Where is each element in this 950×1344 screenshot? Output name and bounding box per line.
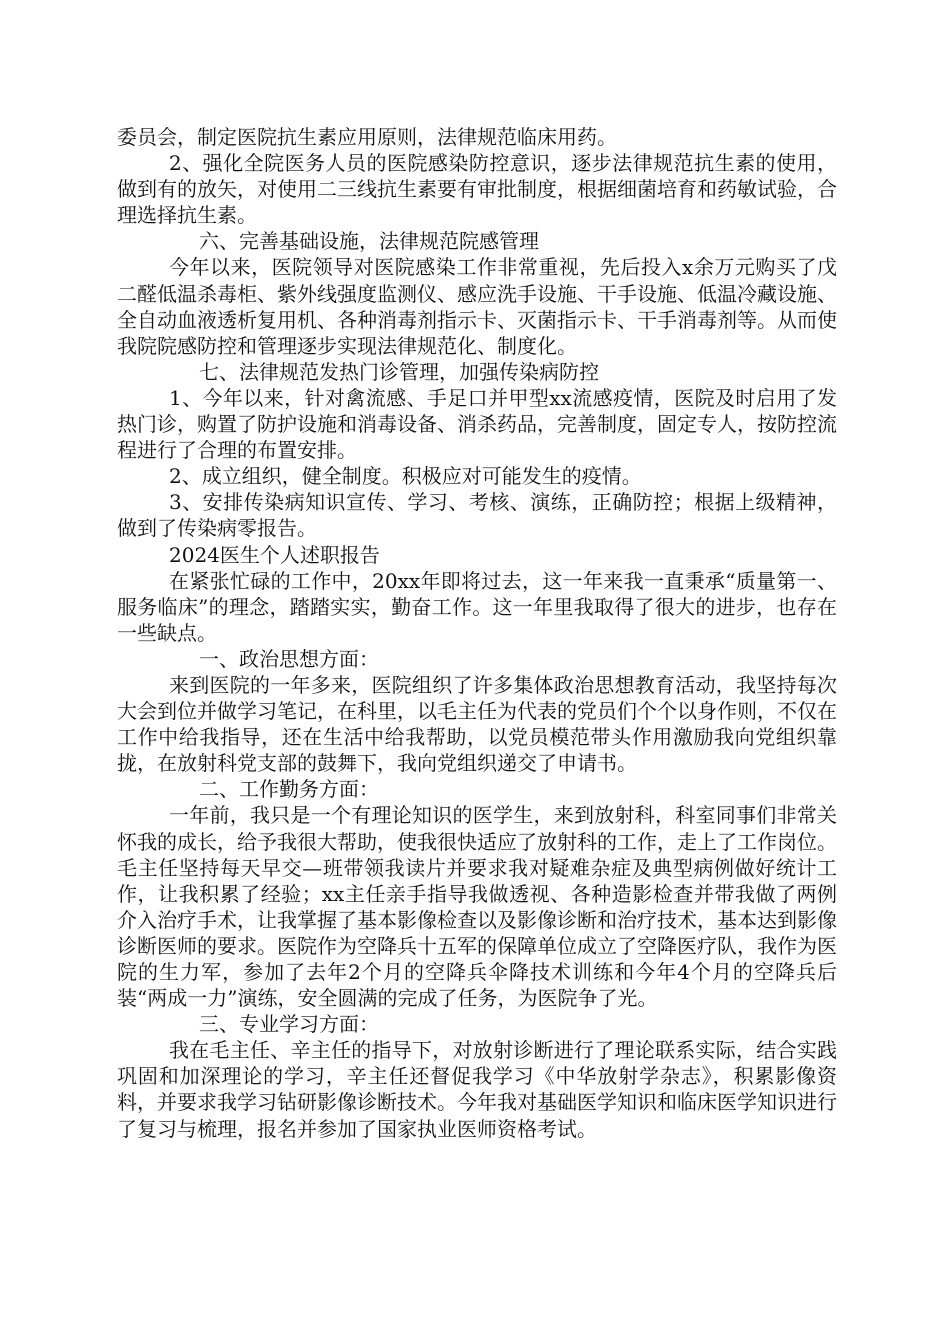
section-heading-political: 一、政治思想方面： [199, 646, 379, 671]
document-body [117, 124, 837, 1142]
paragraph-committee-continuation: 委员会，制定医院抗生素应用原则，法律规范临床用药。 [117, 125, 617, 149]
paragraph-fever-clinic-3: 3、安排传染病知识宣传、学习、考核、演练，正确防控；根据上级精神，做到了传染病零报告。 [117, 490, 837, 541]
paragraph-political: 来到医院的一年多来，医院组织了许多集体政治思想教育活动，我坚持每次大会到位并做学习笔记，在科里，以毛主任为代表的党员们个个以身作则，不仅在工作中给我指导，还在生活中给我帮助，以党员模范带头作用激励我向党组织靠拢，在放射科党支部的鼓舞下，我向党组织递交了申请书。 [117, 672, 837, 776]
paragraph-work: 一年前，我只是一个有理论知识的医学生，来到放射科，科室同事们非常关怀我的成长，给予我很大帮助，使我很快适应了放射科的工作，走上了工作岗位。毛主任坚持每天早交—班带领我读片并要求我对疑难杂症及典型病例做好统计工作，让我积累了经验；xx主任亲手指导我做透视、各种造影检查并带我做了两例介入治疗手术，让我掌握了基本影像检查以及影像诊断和治疗技术，基本达到影像诊断医师的要求。医院作为空降兵十五军的保障单位成立了空降医疗队，我作为医院的生力军，参加了去年2个月的空降兵伞降技术训练和今年4个月的空降兵后装“两成一力”演练，安全圆满的完成了任务，为医院争了光。 [117, 803, 837, 1011]
paragraph-fever-clinic-1: 1、今年以来，针对禽流感、手足口并甲型xx流感疫情，医院及时启用了发热门诊，购置了防护设施和消毒设备、消杀药品，完善制度，固定专人，按防控流程进行了合理的布置安排。 [117, 385, 837, 463]
section-heading-study: 三、专业学习方面： [199, 1012, 379, 1037]
report-title: 2024医生个人述职报告 [169, 542, 380, 567]
paragraph-infrastructure: 今年以来，医院领导对医院感染工作非常重视，先后投入x余万元购买了戊二醛低温杀毒柜、紫外线强度监测仪、感应洗手设施、干手设施、低温冷藏设施、全自动血液透析复用机、各种消毒剂指示卡、灭菌指示卡、干手消毒剂等。从而使我院院感防控和管理逐步实现法律规范化、制度化。 [117, 255, 837, 358]
paragraph-report-intro: 在紧张忙碌的工作中，20xx年即将过去，这一年来我一直秉承“质量第一、服务临床”的理念，踏踏实实，勤奋工作。这一年里我取得了很大的进步，也存在一些缺点。 [117, 568, 837, 645]
section-heading-fever-clinic: 七、法律规范发热门诊管理，加强传染病防控 [199, 359, 599, 384]
paragraph-fever-clinic-2: 2、成立组织，健全制度。积极应对可能发生的疫情。 [169, 464, 642, 489]
section-heading-work: 二、工作勤务方面： [199, 777, 379, 802]
section-heading-infrastructure: 六、完善基础设施，法律规范院感管理 [199, 229, 539, 254]
paragraph-study: 我在毛主任、辛主任的指导下，对放射诊断进行了理论联系实际，结合实践巩固和加深理论的学习，辛主任还督促我学习《中华放射学杂志》，积累影像资料，并要求我学习钻研影像诊断技术。今年我对基础医学知识和临床医学知识进行了复习与梳理，报名并参加了国家执业医师资格考试。 [117, 1038, 837, 1141]
paragraph-antibiotic-control: 2、强化全院医务人员的医院感染防控意识，逐步法律规范抗生素的使用，做到有的放矢，对使用二三线抗生素要有审批制度，根据细菌培育和药敏试验，合理选择抗生素。 [117, 151, 837, 228]
